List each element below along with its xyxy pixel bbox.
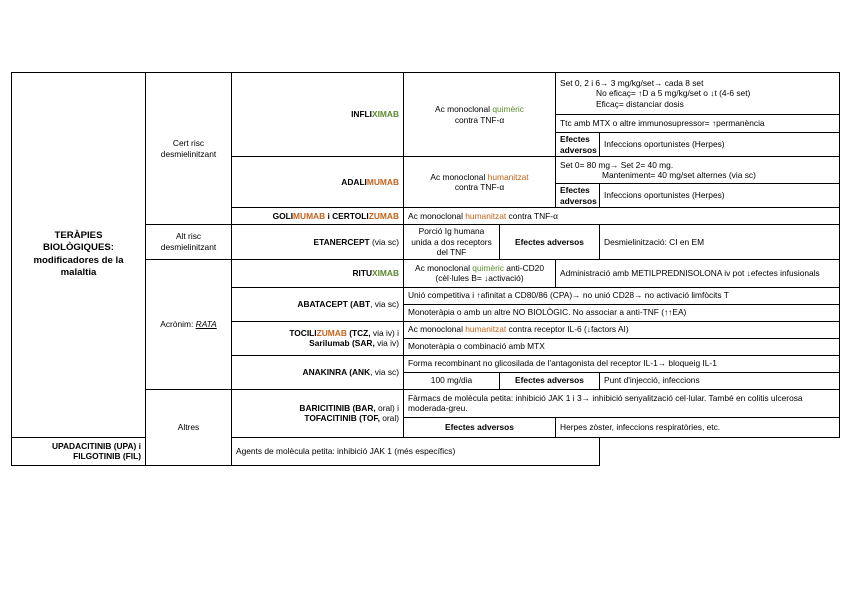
baricitinib-desc: Fàrmacs de molècula petita: inhibició JAK 1 i 3→ inhibició senyalització cel·lular. També en colitis ulcerosa moderada-greu. [404,389,840,417]
anakinra-ea: Punt d'injecció, infeccions [600,372,840,389]
infliximab-ttc: Ttc amb MTX o altre immunosupressor= ↑permanència [556,115,840,133]
adalimumab-dose: Set 0= 80 mg→ Set 2= 40 mg. Manteniment= 40 mg/set alternes (via sc) [556,157,840,184]
infliximab-ea: Infeccions oportunistes (Herpes) [600,133,840,157]
adalimumab-desc: Ac monoclonal humanitzat contra TNF-α [404,157,556,208]
ea-label: Efectes adversos [404,417,556,437]
ea-label: Efectes adversos [500,225,600,260]
etanercept-desc: Porció Ig humana unida a dos receptors del TNF [404,225,500,260]
infliximab-desc: Ac monoclonal quimèric contra TNF-α [404,73,556,157]
rituximab-desc: Ac monoclonal quimèric anti-CD20 (cèl·lules B= ↓activació) [404,259,556,287]
drug-etanercept: ETANERCEPT (via sc) [232,225,404,260]
drug-tocilizumab-sarilumab: TOCILIZUMAB (TCZ, via iv) i Sarilumab (SAR, via iv) [232,321,404,355]
drug-infliximab: INFLIXIMAB [232,73,404,157]
drug-baricitinib-tofacitinib: BARICITINIB (BAR, oral) i TOFACITINIB (TOF, oral) [232,389,404,437]
section-title: TERÀPIES BIOLÒGIQUES: modificadores de la malaltia [12,73,146,438]
tocilizumab-usage: Monoteràpia o combinació amb MTX [404,338,840,355]
drug-anakinra: ANAKINRA (ANK, via sc) [232,355,404,389]
group-cert-risc: Cert risc desmielinitzant [146,73,232,225]
group-altres: Altres [146,389,232,465]
adalimumab-ea: Infeccions oportunistes (Herpes) [600,184,840,208]
baricitinib-ea: Herpes zòster, infeccions respiratòries, etc. [556,417,840,437]
drug-rituximab: RITUXIMAB [232,259,404,287]
goli-desc: Ac monoclonal humanitzat contra TNF-α [404,208,840,225]
drug-golimumab-certolizumab: GOLIMUMAB i CERTOLIZUMAB [232,208,404,225]
group-alt-risc: Alt risc desmielinitzant [146,225,232,260]
etanercept-ea: Desmielinització: CI en EM [600,225,840,260]
ea-label: Efectes adversos [500,372,600,389]
drug-adalimumab: ADALIMUMAB [232,157,404,208]
drug-abatacept: ABATACEPT (ABT, via sc) [232,287,404,321]
upadacitinib-desc: Agents de molècula petita: inhibició JAK 1 (més específics) [232,437,600,465]
ea-label: Efectes adversos [556,184,600,208]
anakinra-mechanism: Forma recombinant no glicosilada de l'antagonista del receptor IL-1→ bloqueig IL-1 [404,355,840,372]
rituximab-admin: Administració amb METILPREDNISOLONA iv pot ↓efectes infusionals [556,259,840,287]
infliximab-dose: Set 0, 2 i 6→ 3 mg/kg/set→ cada 8 set No eficaç= ↑D a 5 mg/kg/set o ↓t (4-6 set) Eficaç= distanciar dosis [556,73,840,115]
therapies-table [11,72,840,466]
anakinra-dose: 100 mg/dia [404,372,500,389]
drug-upadacitinib-filgotinib: UPADACITINIB (UPA) i FILGOTINIB (FIL) [12,437,146,465]
ea-label: Efectes adversos [556,133,600,157]
abatacept-usage: Monoteràpia o amb un altre NO BIOLÒGIC. No associar a anti-TNF (↑↑EA) [404,304,840,321]
group-acronim: Acrònim: RATA [146,259,232,389]
tocilizumab-desc: Ac monoclonal humanitzat contra receptor IL-6 (↓factors AI) [404,321,840,338]
abatacept-mechanism: Unió competitiva i ↑afinitat a CD80/86 (CPA)→ no unió CD28→ no activació limfòcits T [404,287,840,304]
